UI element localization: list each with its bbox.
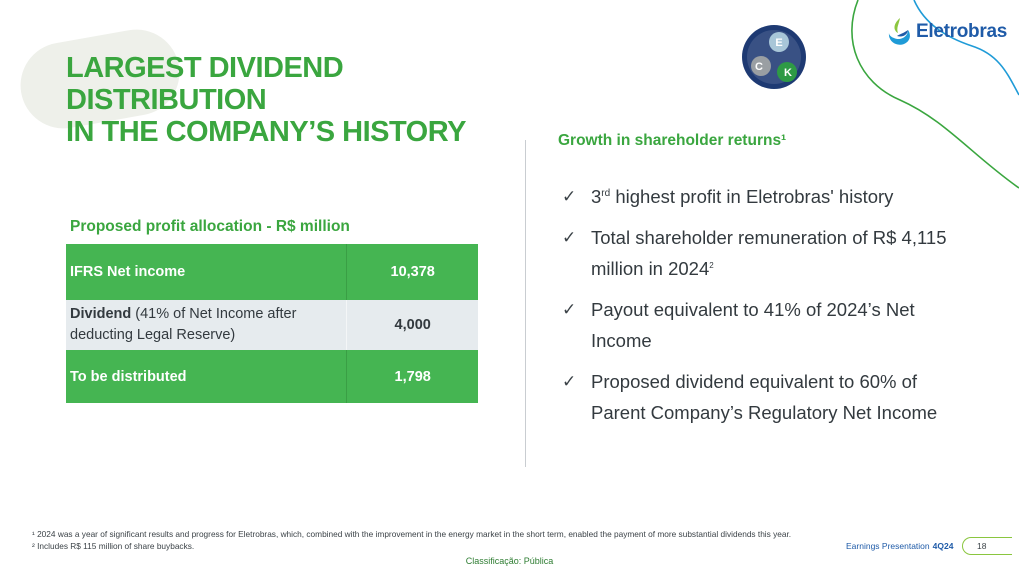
eck-badge-icon [741, 24, 807, 90]
growth-title: Growth in shareholder returns¹ [558, 132, 787, 149]
bullet-text: Proposed dividend equivalent to 60% of Parent Company’s Regulatory Net Income [591, 371, 938, 423]
page-number: 18 [962, 537, 1012, 555]
list-item [562, 366, 962, 428]
footer-presentation [846, 541, 953, 551]
page-title-line-2: IN THE COMPANY’S HISTORY [66, 116, 466, 148]
classification-label: Classificação: Pública [465, 556, 554, 566]
logo-text: Eletrobras [916, 21, 1007, 42]
footer-quarter: 4Q24 [932, 541, 954, 551]
profit-allocation-table [66, 244, 478, 403]
table-title: Proposed profit allocation - R$ million [70, 218, 350, 235]
list-item [562, 181, 962, 212]
row-label-bold: To be distributed [70, 368, 187, 385]
row-label-bold: Dividend [70, 306, 132, 322]
list-item [562, 294, 962, 356]
page-title [66, 52, 546, 148]
row-label-bold: IFRS Net income [70, 264, 186, 280]
badge-letter-c: C [755, 61, 763, 73]
eletrobras-logo [886, 17, 1007, 47]
footnote-2: ² Includes R$ 115 million of share buybacks. [32, 541, 195, 551]
row-value: 4,000 [347, 300, 478, 350]
list-item [562, 222, 962, 284]
row-label-detail: (41% of Net Income after deducting Legal Reserve) [70, 306, 297, 343]
badge-letter-k: K [784, 67, 792, 79]
row-value: 1,798 [347, 350, 478, 403]
table-row [66, 244, 478, 300]
footnote-1: ¹ 2024 was a year of significant results and progress for Eletrobras, which, combined with the improvement in the energy market in the short term, enabled the payment of more substantial dividends this year. [32, 529, 792, 539]
row-label [66, 350, 347, 403]
footer-presentation-label: Earnings Presentation [846, 541, 930, 551]
footnotes [32, 528, 791, 552]
row-label [66, 244, 347, 300]
vertical-divider [525, 140, 526, 467]
bullet-text: Total shareholder remuneration of R$ 4,115 million in 2024 [591, 227, 947, 279]
badge-letter-e: E [775, 37, 783, 49]
growth-bullet-list [562, 181, 962, 438]
table-row [66, 350, 478, 403]
row-value: 10,378 [347, 244, 478, 300]
table-row [66, 300, 478, 350]
bullet-superscript: rd [601, 187, 611, 199]
bullet-footnote-ref: 2 [709, 260, 714, 270]
check-icon: ✓ [562, 228, 577, 247]
check-icon: ✓ [562, 187, 577, 206]
row-label [66, 300, 347, 350]
bullet-number: 3 [591, 186, 602, 207]
check-icon: ✓ [562, 372, 577, 391]
page-title-line-1: LARGEST DIVIDEND DISTRIBUTION [66, 52, 344, 116]
bullet-text: highest profit in Eletrobras' history [610, 186, 894, 207]
bullet-text: Payout equivalent to 41% of 2024’s Net Income [591, 299, 915, 351]
check-icon: ✓ [562, 300, 577, 319]
eletrobras-flame-icon [886, 17, 912, 47]
